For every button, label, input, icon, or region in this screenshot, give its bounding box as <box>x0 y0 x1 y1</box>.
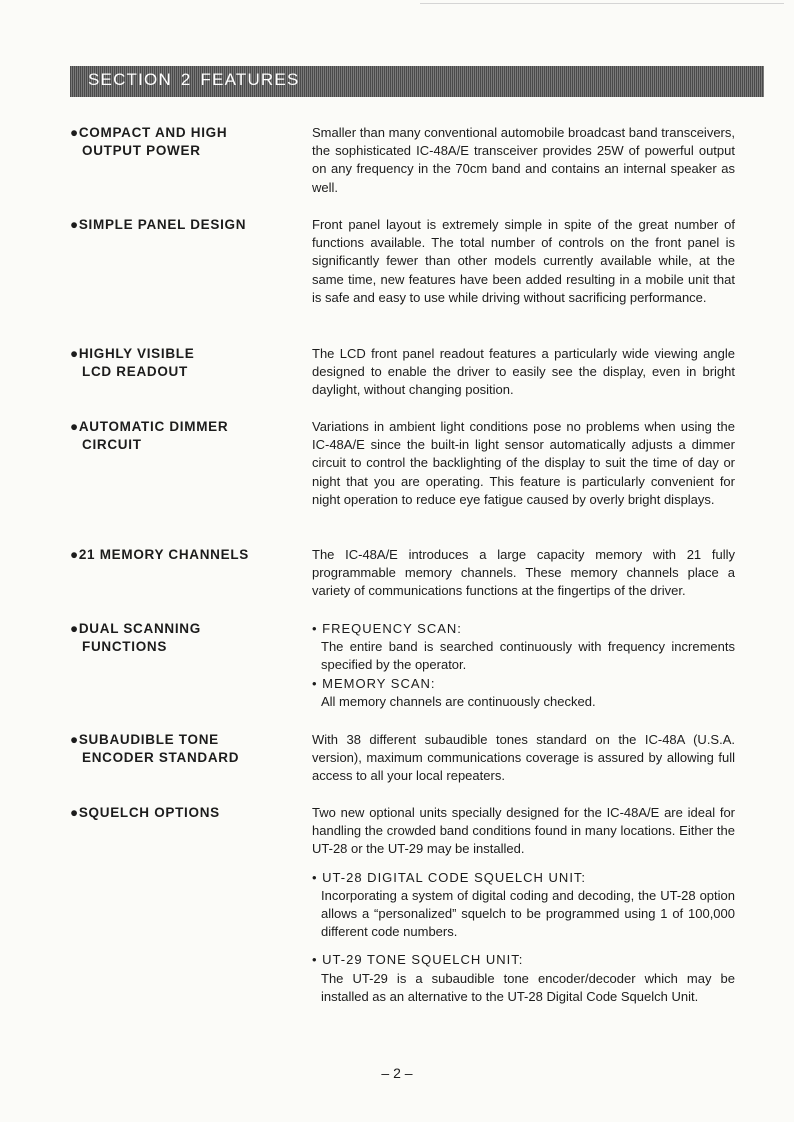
feature-description <box>312 124 735 197</box>
bullet-title: • UT-28 DIGITAL CODE SQUELCH UNIT: <box>312 869 587 885</box>
feature-label <box>70 345 300 381</box>
feature-label-line: ●21 MEMORY CHANNELS <box>70 547 249 562</box>
feature-label-line: ●SQUELCH OPTIONS <box>70 805 220 820</box>
feature-label-line: ●AUTOMATIC DIMMER <box>70 419 229 434</box>
feature-description <box>312 418 735 509</box>
feature-label-line: ●SIMPLE PANEL DESIGN <box>70 217 247 232</box>
feature-text: Smaller than many conventional automobile broadcast band transceivers, the sophisticated IC-48A/E transceiver provides 25W of powerful output on any frequency in the 70cm band and contains an internal speaker as well. <box>312 125 735 195</box>
feature-label-line: LCD READOUT <box>82 364 188 379</box>
feature-text: The LCD front panel readout features a particularly wide viewing angle designed to enable the driver to easily see the display, even in bright daylight, without changing position. <box>312 346 735 398</box>
bullet-item <box>312 951 735 1006</box>
feature-text: Front panel layout is extremely simple in spite of the great number of functions available. The total number of controls on the front panel is significantly fewer than other models currently available while, at the same time, new features have been added resulting in a mobile unit that is safe and easy to use while driving without sacrificing performance. <box>312 217 735 305</box>
section-title: SECTION 2 FEATURES <box>88 70 300 89</box>
feature-label-line: ENCODER STANDARD <box>82 750 240 765</box>
bullet-body: Incorporating a system of digital coding and decoding, the UT-28 option allows a “personalized” squelch to be programmed using 1 of 100,000 different code numbers. <box>321 887 735 940</box>
feature-text: With 38 different subaudible tones standard on the IC-48A (U.S.A. version), maximum communications coverage is assured by allowing full access to all your local repeaters. <box>312 732 735 784</box>
feature-label-line: ●COMPACT AND HIGH <box>70 125 228 140</box>
feature-description <box>312 546 735 601</box>
feature-label-line: ●SUBAUDIBLE TONE <box>70 732 219 747</box>
bullet-item <box>312 675 735 711</box>
bullet-title: • MEMORY SCAN: <box>312 675 436 691</box>
bullet-body: The UT-29 is a subaudible tone encoder/decoder which may be installed as an alternative to the UT-28 Digital Code Squelch Unit. <box>321 970 735 1004</box>
bullet-title: • FREQUENCY SCAN: <box>312 621 462 636</box>
bullet-body: All memory channels are continuously checked. <box>321 693 596 709</box>
page-number: – 2 – <box>381 1065 413 1081</box>
bullet-item <box>312 869 735 942</box>
feature-label <box>70 731 300 767</box>
feature-label-line: FUNCTIONS <box>82 639 168 654</box>
bullet-body: The entire band is searched continuously with frequency increments specified by the operator. <box>321 639 735 673</box>
feature-label-line: OUTPUT POWER <box>82 143 201 158</box>
feature-text: The IC-48A/E introduces a large capacity memory with 21 fully programmable memory channels. These memory channels place a variety of communications functions at the fingertips of the driver. <box>312 547 735 599</box>
feature-text: Variations in ambient light conditions pose no problems when using the IC-48A/E since the built-in light sensor automatically adjusts a dimmer circuit to control the backlighting of the display to suit the time of day or night that you are operating. This feature is particularly convenient for night operation to reduce eye fatigue caused by overly bright displays. <box>312 419 735 507</box>
feature-label <box>70 546 300 564</box>
feature-label-line: CIRCUIT <box>82 437 142 452</box>
bullet-item <box>312 620 735 675</box>
feature-text: Two new optional units specially designed for the IC-48A/E are ideal for handling the crowded band conditions found in many locations. Either the UT-28 or the UT-29 may be installed. <box>312 805 735 857</box>
feature-description <box>312 345 735 400</box>
top-rule <box>420 3 784 4</box>
feature-description <box>312 216 735 307</box>
feature-label-line: ●DUAL SCANNING <box>70 621 201 636</box>
feature-description <box>312 731 735 786</box>
feature-label <box>70 804 300 822</box>
feature-description <box>312 620 735 711</box>
feature-label <box>70 418 300 454</box>
feature-label <box>70 620 300 656</box>
feature-label-line: ●HIGHLY VISIBLE <box>70 346 195 361</box>
bullet-title: • UT-29 TONE SQUELCH UNIT: <box>312 952 524 968</box>
section-header <box>70 66 764 97</box>
feature-label <box>70 124 300 160</box>
feature-description <box>312 804 735 1006</box>
feature-label <box>70 216 300 234</box>
